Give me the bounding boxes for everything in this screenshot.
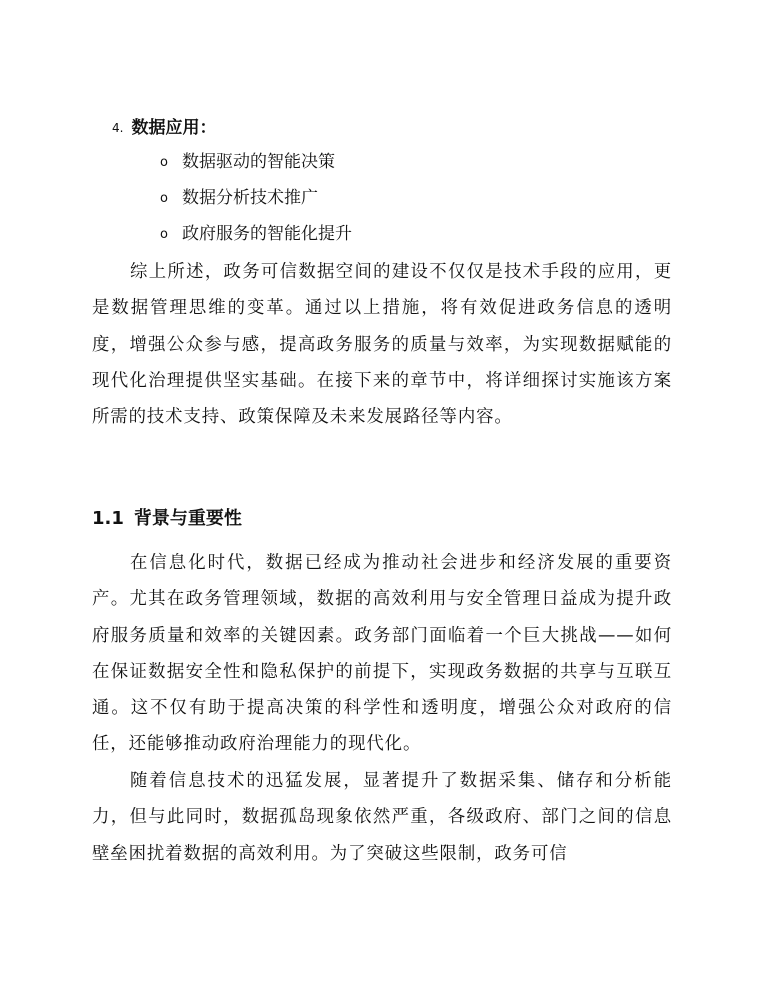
list-heading xyxy=(112,114,216,142)
list-item-text: 数据驱动的智能决策 xyxy=(182,152,335,172)
section-heading xyxy=(92,505,242,533)
summary-paragraph: 综上所述，政务可信数据空间的建设不仅仅是技术手段的应用，更是数据管理思维的变革。通过以上措施，将有效促进政务信息的透明度，增强公众参与感，提高政务服务的质量与效率，为实现数据赋能的现代化治理提供坚实基础。在接下来的章节中，将详细探讨实施该方案所需的技术支持、政策保障及未来发展路径等内容。 xyxy=(92,262,672,428)
list-item xyxy=(160,184,318,213)
list-number: 4. xyxy=(112,121,124,135)
list-item xyxy=(160,220,352,249)
body-paragraph: 随着信息技术的迅猛发展，显著提升了数据采集、储存和分析能力，但与此同时，数据孤岛现象依然严重，各级政府、部门之间的信息壁垒困扰着数据的高效利用。为了突破这些限制，政务可信 xyxy=(92,771,672,864)
bullet-icon: o xyxy=(160,227,168,242)
body-paragraph: 在信息化时代，数据已经成为推动社会进步和经济发展的重要资产。尤其在政务管理领域，数据的高效利用与安全管理日益成为提升政府服务质量和效率的关键因素。政务部门面临着一个巨大挑战——如何在保证数据安全性和隐私保护的前提下，实现政务数据的共享与互联互通。这不仅有助于提高决策的科学性和透明度，增强公众对政府的信任，还能够推动政府治理能力的现代化。 xyxy=(92,553,672,755)
section-number: 1.1 xyxy=(92,508,124,529)
list-item xyxy=(160,148,335,177)
list-item-text: 数据分析技术推广 xyxy=(182,188,318,208)
list-heading-text: 数据应用： xyxy=(131,118,217,138)
list-item-text: 政府服务的智能化提升 xyxy=(182,224,352,244)
bullet-icon: o xyxy=(160,191,168,206)
bullet-icon: o xyxy=(160,155,168,170)
section-title-text: 背景与重要性 xyxy=(133,508,242,529)
